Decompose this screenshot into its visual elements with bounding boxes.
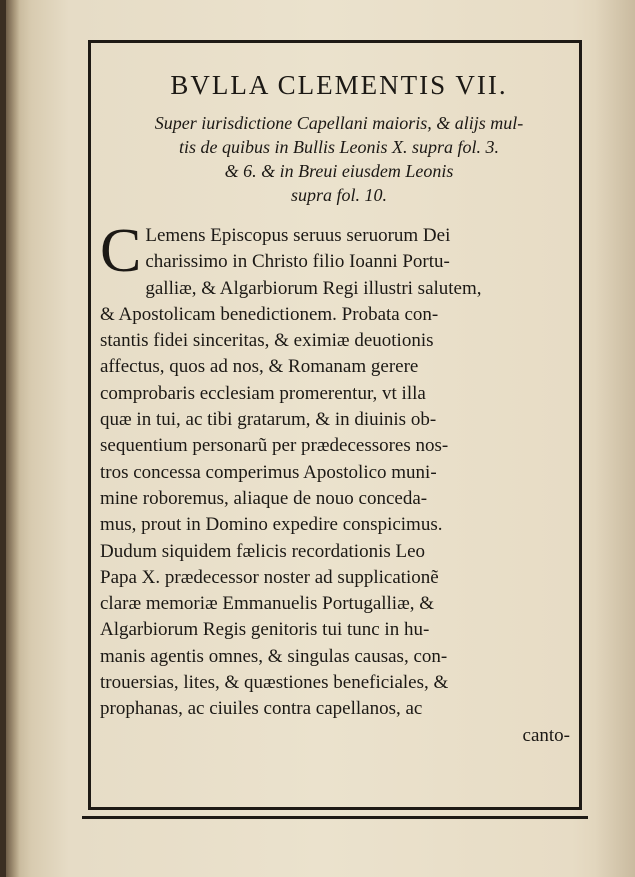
subtitle-line: supra fol. 10. bbox=[290, 185, 387, 205]
text-line: quæ in tui, ac tibi gratarum, & in diuinis ob- bbox=[100, 409, 437, 431]
page-content bbox=[100, 60, 578, 749]
page-gutter bbox=[6, 0, 20, 877]
text-line: sequentium personarũ per prædecessores nos- bbox=[100, 435, 449, 457]
text-line: claræ memoriæ Emmanuelis Portugalliæ, & bbox=[100, 593, 435, 615]
text-line: stantis fidei sinceritas, & eximiæ deuotionis bbox=[100, 330, 434, 352]
subtitle-line: tis de quibus in Bullis Leonis X. supra fol. 3. bbox=[178, 137, 500, 157]
body-text bbox=[100, 217, 578, 749]
page-title: BVLLA CLEMENTIS VII. bbox=[170, 70, 508, 100]
text-line: mine roboremus, aliaque de nouo conceda- bbox=[100, 487, 428, 509]
text-line: trouersias, lites, & quæstiones beneficiales, & bbox=[100, 672, 449, 694]
text-line: tros concessa comperimus Apostolico muni- bbox=[100, 461, 437, 483]
subtitle-line: Super iurisdictione Capellani maioris, & alijs mul- bbox=[154, 113, 524, 133]
catchword: canto- bbox=[522, 724, 570, 746]
bottom-rule bbox=[82, 816, 588, 819]
text-line: & Apostolicam benedictionem. Probata con- bbox=[100, 303, 439, 325]
text-line: affectus, quos ad nos, & Romanam gerere bbox=[100, 356, 419, 378]
text-line: prophanas, ac ciuiles contra capellanos, ac bbox=[100, 698, 423, 720]
subtitle bbox=[104, 111, 574, 207]
drop-cap: C bbox=[100, 217, 142, 285]
subtitle-line: & 6. & in Breui eiusdem Leonis bbox=[224, 161, 454, 181]
text-line: manis agentis omnes, & singulas causas, con- bbox=[100, 645, 448, 667]
text-line: Papa X. prædecessor noster ad supplicationẽ bbox=[100, 566, 439, 588]
text-line: galliæ, & Algarbiorum Regi illustri salutem, bbox=[145, 277, 482, 299]
text-line: Lemens Episcopus seruus seruorum Dei bbox=[145, 225, 451, 246]
text-line: charissimo in Christo filio Ioanni Portu- bbox=[145, 251, 450, 273]
text-line: Dudum siquidem fælicis recordationis Leo bbox=[100, 540, 426, 562]
text-line: Algarbiorum Regis genitoris tui tunc in hu- bbox=[100, 619, 430, 641]
text-line: comprobaris ecclesiam promerentur, vt illa bbox=[100, 382, 426, 404]
text-line: mus, prout in Domino expedire conspicimus. bbox=[100, 514, 443, 536]
page-shadow bbox=[595, 0, 635, 877]
